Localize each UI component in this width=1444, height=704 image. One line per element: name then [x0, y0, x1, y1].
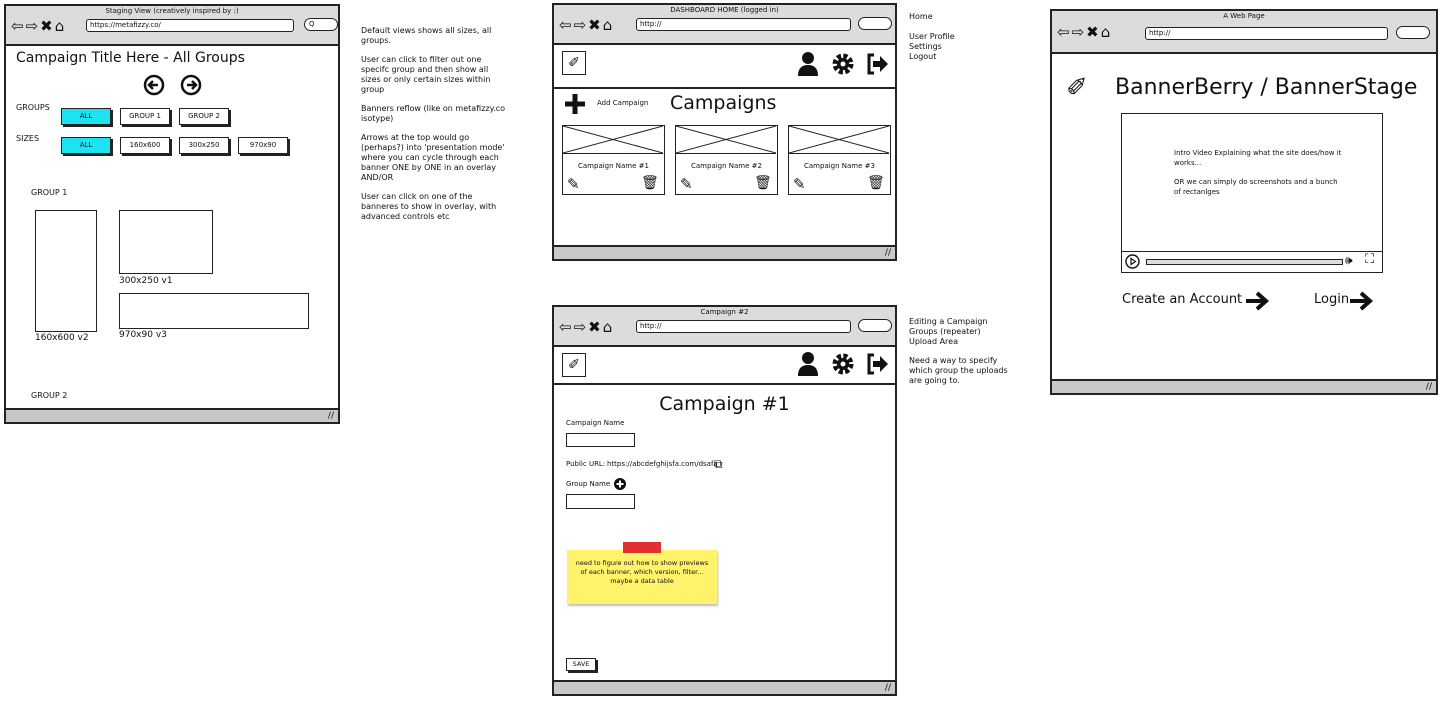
arrow-right-icon[interactable] — [1348, 290, 1374, 312]
public-url-value[interactable]: https://abcdefghijsfa.com/dsafa — [607, 460, 718, 468]
sticky-note-text: need to figure out how to show previews of each banner, which version, filter... maybe a data table — [575, 559, 709, 585]
groups-label: GROUPS — [16, 103, 50, 112]
resize-grip-icon[interactable]: // — [327, 411, 334, 421]
landing-titlebar — [1052, 11, 1436, 54]
add-campaign-label[interactable]: Add Campaign — [597, 99, 649, 107]
resize-grip-icon[interactable]: // — [884, 683, 891, 693]
banner-300x250[interactable] — [119, 210, 213, 274]
add-group-icon[interactable] — [614, 478, 626, 490]
close-icon[interactable]: ✖ — [588, 16, 601, 34]
login-link[interactable]: Login — [1314, 292, 1350, 307]
banner-970x90[interactable] — [119, 293, 309, 329]
image-placeholder — [789, 126, 889, 154]
home-icon[interactable]: ⌂ — [54, 17, 65, 35]
statusbar — [554, 245, 895, 259]
size-300x250-button[interactable]: 300x250 — [179, 137, 229, 154]
public-url-label: Public URL: — [566, 460, 606, 468]
landing-window-title: A Web Page — [1223, 12, 1265, 20]
campaign-name: Campaign Name #3 — [804, 162, 875, 170]
landing-url-field[interactable]: http:// — [1145, 27, 1388, 40]
search-icon[interactable] — [858, 17, 892, 30]
size-160x600-button[interactable]: 160x600 — [120, 137, 170, 154]
group-name-input[interactable] — [566, 494, 635, 509]
note-paragraph: Banners reflow (like on metafizzy.co isotype) — [361, 104, 506, 123]
play-icon[interactable] — [1125, 254, 1140, 269]
close-icon[interactable]: ✖ — [1086, 23, 1099, 41]
close-icon[interactable]: ✖ — [40, 17, 53, 35]
user-icon[interactable] — [797, 51, 819, 77]
edit-icon[interactable]: ✎ — [680, 175, 693, 193]
dashboard-heading: Campaigns — [670, 92, 777, 114]
statusbar — [554, 680, 895, 694]
create-account-link[interactable]: Create an Account — [1122, 292, 1243, 307]
staging-nav — [11, 18, 64, 34]
note-paragraph: User can click on one of the banneres to show in overlay, with advanced controls etc — [361, 192, 497, 221]
note-paragraph: User can click to filter out one specifc group and then show all sizes or only certain sizes within group — [361, 55, 491, 94]
back-icon[interactable]: ⇦ — [559, 318, 572, 336]
home-icon[interactable]: ⌂ — [1100, 23, 1111, 41]
banner-160x600[interactable] — [35, 210, 97, 332]
dashboard-titlebar — [554, 5, 895, 45]
back-icon[interactable]: ⇦ — [559, 16, 572, 34]
campaign-titlebar — [554, 307, 895, 347]
campaign-url-field[interactable]: http:// — [636, 320, 851, 333]
logo-icon[interactable]: ✐ — [562, 353, 586, 377]
forward-icon[interactable]: ⇨ — [25, 17, 39, 35]
next-arrow-icon[interactable] — [180, 74, 202, 96]
campaign-heading: Campaign #1 — [659, 393, 790, 415]
campaign-name: Campaign Name #1 — [578, 162, 649, 170]
image-placeholder — [676, 126, 776, 154]
back-icon[interactable]: ⇦ — [1057, 23, 1070, 41]
video-player[interactable] — [1121, 113, 1383, 273]
back-icon[interactable]: ⇦ — [11, 17, 24, 35]
campaign-card[interactable] — [562, 125, 665, 195]
dashboard-menu-notes — [909, 12, 955, 62]
menu-home: Home — [909, 12, 933, 21]
statusbar — [1052, 379, 1436, 393]
dashboard-window — [552, 3, 897, 261]
size-all-button[interactable]: ALL — [61, 137, 111, 154]
video-intro-text: Intro Video Explaining what the site does/how it works... — [1174, 149, 1342, 167]
forward-icon[interactable]: ⇨ — [573, 16, 587, 34]
campaign-window-title: Campaign #2 — [700, 308, 749, 316]
sticky-tape — [623, 542, 661, 553]
search-icon[interactable]: Q — [304, 18, 338, 31]
menu-logout: Logout — [909, 52, 937, 61]
campaign-name-label: Campaign Name — [566, 419, 625, 427]
campaign-card[interactable] — [788, 125, 891, 195]
sticky-note — [567, 550, 717, 604]
banner-label: 970x90 v3 — [119, 330, 167, 340]
campaign-name-input[interactable] — [566, 433, 635, 447]
save-button[interactable]: SAVE — [566, 658, 596, 671]
search-icon[interactable] — [1396, 26, 1430, 39]
trash-icon[interactable]: 🗑 — [754, 175, 772, 191]
note-paragraph: Need a way to specify which group the uploads are going to. — [909, 356, 1008, 385]
note-paragraph: Default views shows all sizes, all groups. — [361, 26, 492, 45]
campaign-nav — [559, 319, 612, 335]
campaign-name: Campaign Name #2 — [691, 162, 762, 170]
campaign-window — [552, 305, 897, 696]
menu-user-profile: User Profile — [909, 32, 955, 41]
dashboard-window-title: DASHBOARD HOME (logged in) — [670, 6, 779, 14]
dashboard-nav — [559, 17, 612, 33]
dashboard-header — [554, 43, 895, 89]
group-2-heading: GROUP 2 — [31, 391, 68, 400]
image-placeholder — [563, 126, 663, 154]
group-1-heading: GROUP 1 — [31, 188, 68, 197]
staging-notes — [361, 26, 506, 222]
forward-icon[interactable]: ⇨ — [1071, 23, 1085, 41]
trash-icon[interactable]: 🗑 — [867, 175, 885, 191]
edit-icon[interactable]: ✎ — [567, 175, 580, 193]
sizes-label: SIZES — [16, 134, 40, 143]
group-1-button[interactable]: GROUP 1 — [120, 108, 170, 125]
video-progress-bar[interactable] — [1146, 259, 1343, 265]
staging-url-field[interactable]: https://metafizzy.co/ — [86, 19, 294, 32]
prev-arrow-icon[interactable] — [143, 74, 165, 96]
search-icon[interactable] — [858, 319, 892, 332]
gear-icon[interactable] — [831, 52, 855, 76]
volume-icon[interactable]: 🕪 — [1345, 253, 1353, 267]
gear-icon[interactable] — [831, 352, 855, 376]
statusbar — [6, 408, 338, 422]
home-icon[interactable]: ⌂ — [602, 318, 613, 336]
menu-settings: Settings — [909, 42, 942, 51]
group-name-label: Group Name — [566, 480, 611, 488]
close-icon[interactable]: ✖ — [588, 318, 601, 336]
group-2-button[interactable]: GROUP 2 — [179, 108, 229, 125]
logo-icon: ✐ — [1066, 73, 1088, 103]
trash-icon[interactable]: 🗑 — [641, 175, 659, 191]
group-all-button[interactable]: ALL — [61, 108, 111, 125]
note-paragraph: Arrows at the top would go (perhaps?) into 'presentation mode' where you can cycle through each banner ONE by ONE in an overlay AND/OR — [361, 133, 505, 182]
logo-icon[interactable]: ✐ — [562, 51, 586, 75]
home-icon[interactable]: ⌂ — [602, 16, 613, 34]
edit-icon[interactable]: ✎ — [793, 175, 806, 193]
landing-window — [1050, 9, 1438, 395]
video-alt-text: OR we can simply do screenshots and a bunch of rectanlges — [1174, 178, 1338, 196]
staging-window-title: Staging View (creatively inspired by :) — [105, 7, 239, 15]
note-paragraph: Editing a Campaign Groups (repeater) Upload Area — [909, 317, 988, 346]
resize-grip-icon[interactable]: // — [1425, 382, 1432, 392]
logout-icon[interactable] — [865, 352, 889, 376]
logout-icon[interactable] — [865, 52, 889, 76]
banner-label: 160x600 v2 — [35, 333, 89, 343]
banner-label: 300x250 v1 — [119, 276, 173, 286]
copy-icon[interactable]: ⧉ — [714, 457, 723, 471]
campaign-notes — [909, 317, 1009, 386]
resize-grip-icon[interactable]: // — [884, 248, 891, 258]
arrow-right-icon[interactable] — [1244, 290, 1270, 312]
dashboard-url-field[interactable]: http:// — [636, 18, 851, 31]
forward-icon[interactable]: ⇨ — [573, 318, 587, 336]
size-970x90-button[interactable]: 970x90 — [238, 137, 288, 154]
staging-titlebar — [6, 6, 338, 46]
brand-title: BannerBerry / BannerStage — [1115, 75, 1418, 100]
staging-window — [4, 4, 340, 424]
campaign-header — [554, 345, 895, 385]
video-controls — [1122, 251, 1382, 272]
user-icon[interactable] — [797, 351, 819, 377]
campaign-card[interactable] — [675, 125, 778, 195]
fullscreen-icon[interactable]: ⛶ — [1365, 252, 1375, 267]
add-icon[interactable] — [564, 93, 586, 115]
landing-nav — [1057, 24, 1110, 40]
page-title: Campaign Title Here - All Groups — [16, 50, 245, 66]
